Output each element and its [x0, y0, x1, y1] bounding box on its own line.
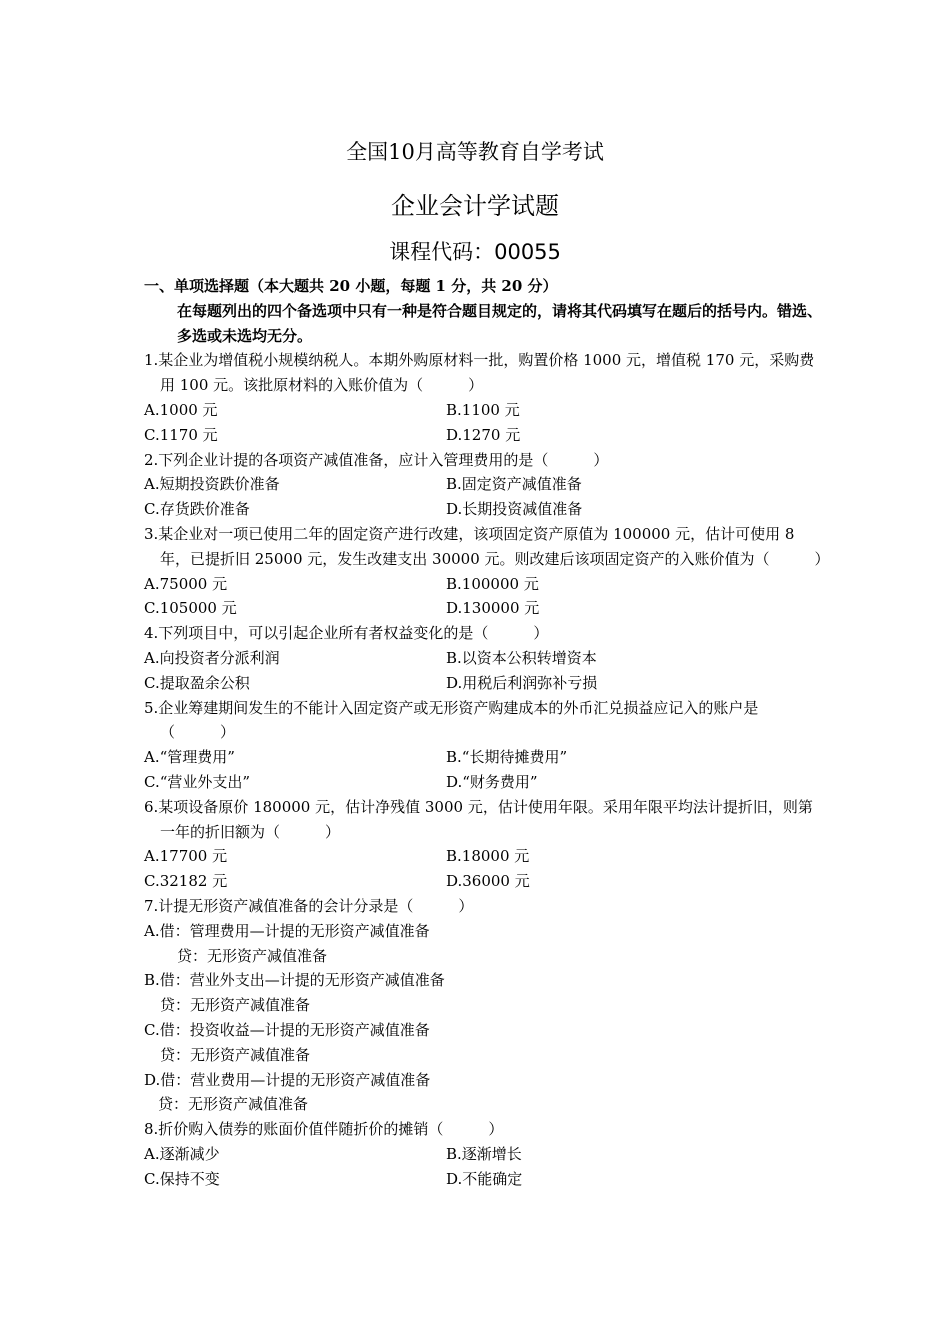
option-d: D.用税后利润弥补亏损 [446, 673, 598, 692]
option-c: C.32182 元 [144, 872, 228, 891]
option-c: C.105000 元 [144, 599, 237, 618]
option-c: C.提取盈余公积 [144, 673, 250, 692]
question-8 [144, 1117, 824, 1191]
option-c: C.1170 元 [144, 425, 218, 444]
question-6 [144, 795, 824, 894]
option-b: B.以资本公积转增资本 [446, 648, 597, 667]
option-b: B.逐渐增长 [446, 1144, 522, 1163]
option-d: D.长期投资减值准备 [446, 500, 583, 519]
option-d-credit: 贷：无形资产减值准备 [158, 1095, 309, 1114]
option-d: D.130000 元 [446, 599, 540, 618]
option-a-debit: A.借：管理费用—计提的无形资产减值准备 [144, 921, 430, 940]
question-stem: 4.下列项目中，可以引起企业所有者权益变化的是（ ） [144, 624, 549, 643]
option-b: B.18000 元 [446, 847, 530, 866]
question-stem: 3.某企业对一项已使用二年的固定资产进行改建，该项固定资产原值为 100000 元，估计可使用 8 年，已提折旧 25000 元，发生改建支出 30000 元。则改建后该项固定资产的入账价值为（ ） [144, 524, 830, 568]
option-c-credit: 贷：无形资产减值准备 [160, 1045, 311, 1064]
question-stem: 6.某项设备原价 180000 元，估计净残值 3000 元，估计使用年限。采用年限平均法计提折旧，则第一年的折旧额为（ ） [144, 797, 813, 841]
question-4 [144, 621, 824, 695]
question-3 [144, 522, 830, 621]
option-d: D.36000 元 [446, 872, 530, 891]
option-b: B.固定资产减值准备 [446, 475, 582, 494]
section-heading: 一、单项选择题（本大题共 20 小题，每题 1 分，共 20 分） [144, 277, 558, 295]
question-options [144, 398, 824, 448]
section-instruction: 在每题列出的四个备选项中只有一种是符合题目规定的，请将其代码填写在题后的括号内。错选、多选或未选均无分。 [177, 301, 823, 345]
question-options [144, 472, 824, 522]
option-d-debit: D.借：营业费用—计提的无形资产减值准备 [144, 1070, 431, 1089]
question-5 [144, 696, 824, 795]
question-1 [144, 348, 824, 447]
option-b: B.1100 元 [446, 400, 520, 419]
option-d: D.“财务费用” [446, 772, 538, 791]
option-b: B.100000 元 [446, 574, 539, 593]
subject-title: 企业会计学试题 [391, 192, 559, 220]
question-stem: 5.企业筹建期间发生的不能计入固定资产或无形资产购建成本的外币汇兑损益应记入的账户是（ ） [144, 698, 759, 742]
course-code: 课程代码：00055 [389, 240, 561, 264]
question-options [144, 1142, 824, 1192]
question-stem: 7.计提无形资产减值准备的会计分录是（ ） [144, 896, 474, 915]
option-a: A.75000 元 [144, 574, 228, 593]
option-a: A.逐渐减少 [144, 1144, 220, 1163]
option-c: C.“营业外支出” [144, 772, 251, 791]
exam-body [144, 274, 830, 1191]
question-options [144, 646, 824, 696]
option-b: B.“长期待摊费用” [446, 748, 568, 767]
question-stem: 2.下列企业计提的各项资产减值准备，应计入管理费用的是（ ） [144, 450, 609, 469]
question-options [144, 844, 824, 894]
option-a: A.向投资者分派利润 [144, 648, 280, 667]
option-a: A.短期投资跌价准备 [144, 475, 280, 494]
option-a: A.1000 元 [144, 400, 218, 419]
question-7 [144, 894, 824, 1117]
option-c-debit: C.借：投资收益—计提的无形资产减值准备 [144, 1020, 430, 1039]
option-b-debit: B.借：营业外支出—计提的无形资产减值准备 [144, 971, 445, 990]
option-c: C.保持不变 [144, 1169, 220, 1188]
question-stem: 8.折价购入债券的账面价值伴随折价的摊销（ ） [144, 1120, 504, 1139]
option-c: C.存货跌价准备 [144, 500, 250, 519]
option-a: A.17700 元 [144, 847, 228, 866]
question-2 [144, 448, 824, 522]
option-a: A.“管理费用” [144, 748, 235, 767]
option-d: D.不能确定 [446, 1169, 523, 1188]
exam-title: 全国10月高等教育自学考试 [346, 140, 604, 164]
question-options [144, 745, 824, 795]
option-a-credit: 贷：无形资产减值准备 [177, 946, 328, 965]
option-d: D.1270 元 [446, 425, 521, 444]
question-options [144, 572, 824, 622]
option-b-credit: 贷：无形资产减值准备 [160, 996, 311, 1015]
question-stem: 1.某企业为增值税小规模纳税人。本期外购原材料一批，购置价格 1000 元，增值税 170 元，采购费用 100 元。该批原材料的入账价值为（ ） [144, 351, 815, 395]
